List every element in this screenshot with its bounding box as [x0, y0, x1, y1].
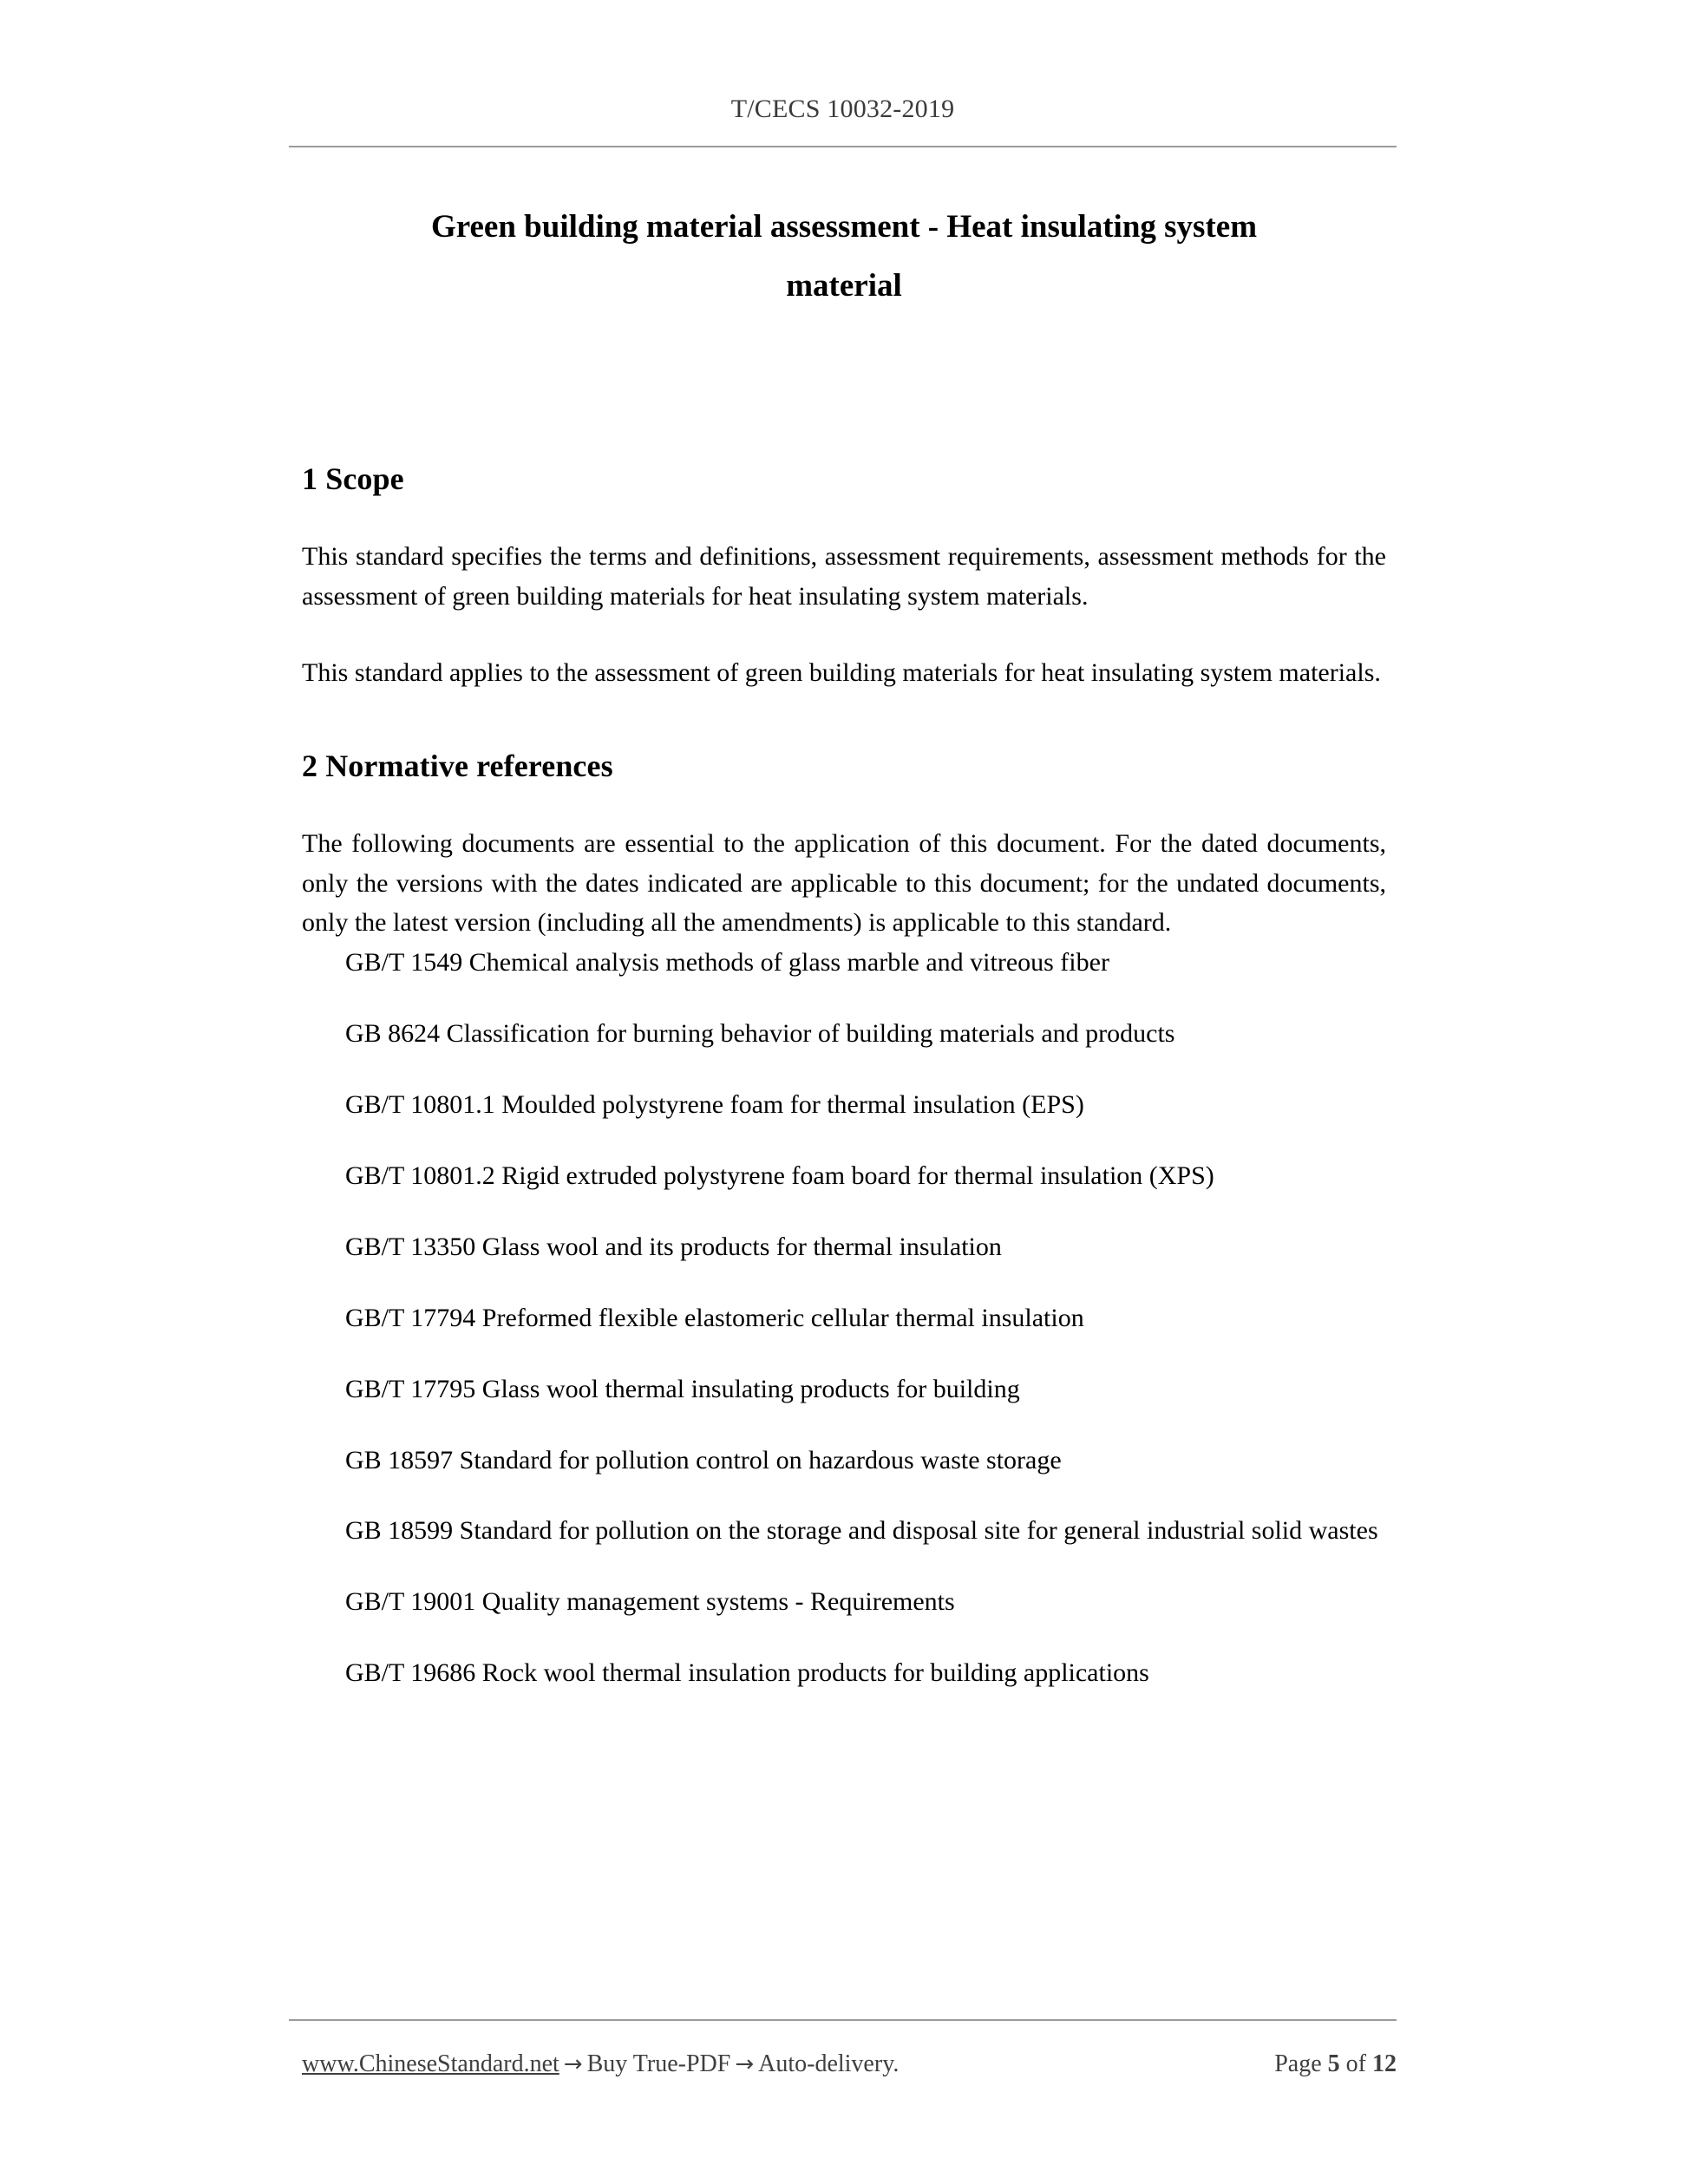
footer-promo — [302, 2049, 899, 2080]
section-heading-normative-references: 2 Normative references — [302, 748, 613, 783]
list-item: GB/T 17795 Glass wool thermal insulating products for building — [345, 1374, 1020, 1403]
list-item: GB/T 1549 Chemical analysis methods of glass marble and vitreous fiber — [345, 948, 1109, 978]
normative-references-intro: The following documents are essential to the application of this document. For the dated documents, only the versions with the dates indicated are applicable to this document; for the undated documents, only the latest version (including all the amendments) is applicable to this standard. — [302, 828, 1386, 938]
page-footer — [302, 2049, 1397, 2080]
list-item: GB/T 13350 Glass wool and its products for thermal insulation — [345, 1232, 1002, 1261]
chinesestandard-link[interactable]: www.ChineseStandard.net — [302, 2050, 559, 2077]
page-number-total: 12 — [1372, 2050, 1397, 2077]
list-item: GB/T 19686 Rock wool thermal insulation products for building applications — [345, 1658, 1149, 1688]
list-item: GB/T 17794 Preformed flexible elastomeric cellular thermal insulation — [345, 1303, 1084, 1332]
footer-promo-delivery: Auto-delivery. — [758, 2050, 900, 2077]
list-item: GB/T 10801.1 Moulded polystyrene foam for thermal insulation (EPS) — [345, 1090, 1084, 1120]
footer-promo-buy: Buy True-PDF — [586, 2050, 731, 2077]
standard-code: T/CECS 10032-2019 — [730, 95, 955, 123]
list-item: GB 8624 Classification for burning behavior of building materials and products — [345, 1019, 1175, 1049]
header-divider — [289, 146, 1397, 147]
section-heading-scope: 1 Scope — [302, 461, 404, 496]
document-title — [289, 198, 1399, 317]
arrow-right-icon: → — [563, 2051, 583, 2077]
scope-paragraph-2: This standard applies to the assessment of green building materials for heat insulating system materials. — [302, 657, 1381, 687]
page-number-of: of — [1345, 2050, 1366, 2077]
document-title-line-1: Green building material assessment - Heat insulating system — [430, 209, 1258, 245]
scope-paragraph-1: This standard specifies the terms and definitions, assessment requirements, assessment methods for the assessment of green building materials for heat insulating system materials. — [302, 542, 1386, 611]
page-number — [1274, 2049, 1397, 2080]
list-item: GB 18599 Standard for pollution on the storage and disposal site for general industrial solid wastes — [345, 1516, 1378, 1546]
document-title-line-2: material — [786, 268, 902, 304]
document-body — [302, 460, 1386, 1693]
normative-reference-list — [302, 943, 1386, 1693]
list-item: GB 18597 Standard for pollution control on hazardous waste storage — [345, 1445, 1062, 1475]
list-item: GB/T 10801.2 Rigid extruded polystyrene foam board for thermal insulation (XPS) — [345, 1161, 1214, 1191]
footer-divider — [289, 2019, 1397, 2021]
running-header — [289, 94, 1397, 125]
list-item: GB/T 19001 Quality management systems - Requirements — [345, 1587, 955, 1617]
page-number-label: Page — [1274, 2050, 1322, 2077]
arrow-right-icon: → — [735, 2051, 755, 2077]
page-number-current: 5 — [1327, 2050, 1340, 2077]
